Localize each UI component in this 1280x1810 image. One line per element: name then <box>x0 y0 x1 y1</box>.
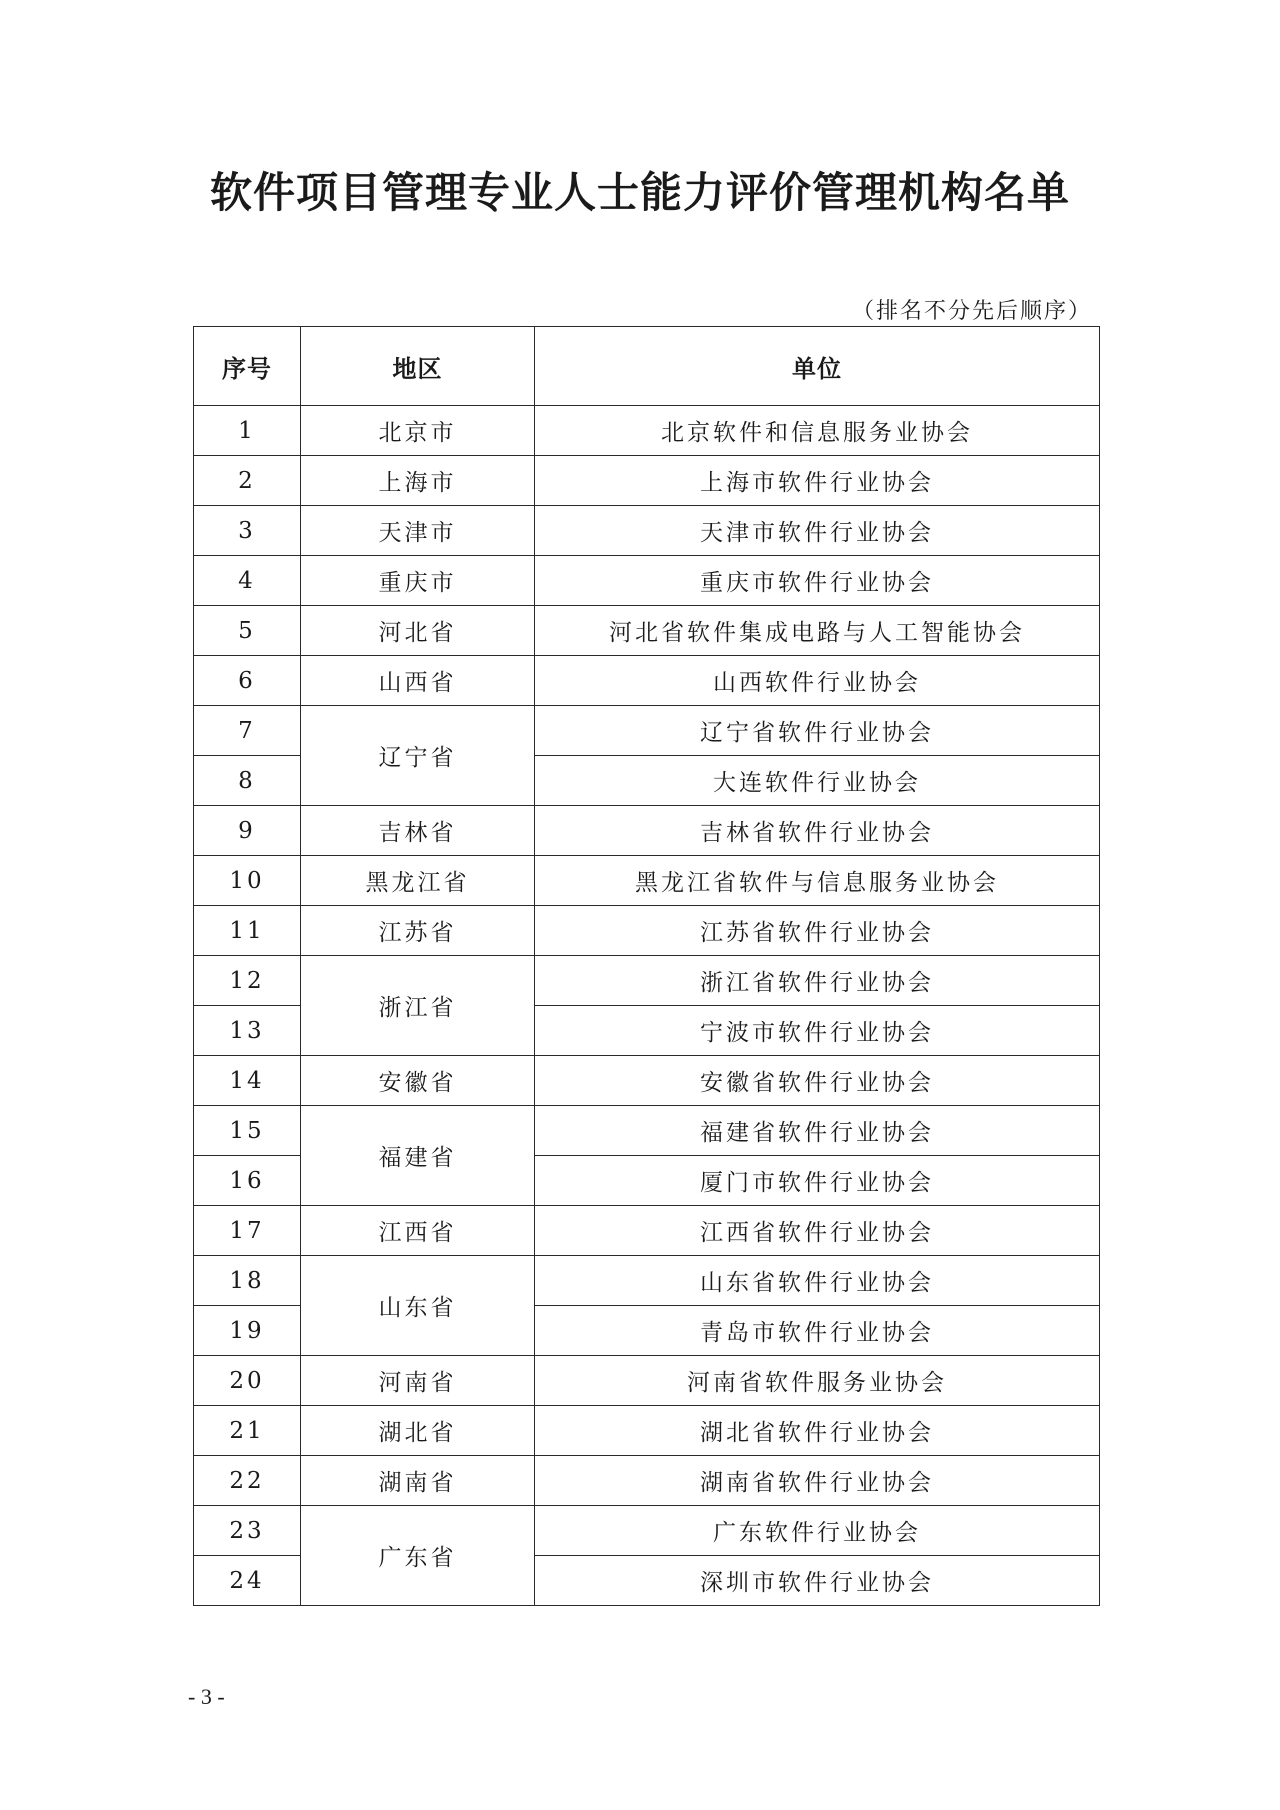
table-header-row <box>194 327 1100 406</box>
unit-cell: 宁波市软件行业协会 <box>535 1006 1100 1056</box>
serial-number-cell: 7 <box>194 706 301 756</box>
unit-cell: 江西省软件行业协会 <box>535 1206 1100 1256</box>
table-row <box>194 1206 1100 1256</box>
unit-cell: 青岛市软件行业协会 <box>535 1306 1100 1356</box>
unit-cell: 大连软件行业协会 <box>535 756 1100 806</box>
region-cell: 黑龙江省 <box>301 856 535 906</box>
region-cell: 广东省 <box>301 1506 535 1606</box>
table-row <box>194 956 1100 1006</box>
table-row <box>194 656 1100 706</box>
unit-cell: 上海市软件行业协会 <box>535 456 1100 506</box>
serial-number-cell: 5 <box>194 606 301 656</box>
table-row <box>194 1456 1100 1506</box>
unit-cell: 黑龙江省软件与信息服务业协会 <box>535 856 1100 906</box>
region-cell: 北京市 <box>301 406 535 456</box>
header-region: 地区 <box>301 327 535 406</box>
region-cell: 江苏省 <box>301 906 535 956</box>
serial-number-cell: 11 <box>194 906 301 956</box>
region-cell: 江西省 <box>301 1206 535 1256</box>
region-cell: 吉林省 <box>301 806 535 856</box>
region-cell: 河北省 <box>301 606 535 656</box>
serial-number-cell: 18 <box>194 1256 301 1306</box>
unit-cell: 河南省软件服务业协会 <box>535 1356 1100 1406</box>
region-cell: 湖南省 <box>301 1456 535 1506</box>
unit-cell: 福建省软件行业协会 <box>535 1106 1100 1156</box>
table-row <box>194 456 1100 506</box>
unit-cell: 山西软件行业协会 <box>535 656 1100 706</box>
serial-number-cell: 23 <box>194 1506 301 1556</box>
unit-cell: 吉林省软件行业协会 <box>535 806 1100 856</box>
unit-cell: 厦门市软件行业协会 <box>535 1156 1100 1206</box>
table-row <box>194 606 1100 656</box>
table-row <box>194 506 1100 556</box>
table-row <box>194 906 1100 956</box>
table-row <box>194 556 1100 606</box>
serial-number-cell: 14 <box>194 1056 301 1106</box>
serial-number-cell: 15 <box>194 1106 301 1156</box>
table-row <box>194 1056 1100 1106</box>
region-cell: 湖北省 <box>301 1406 535 1456</box>
header-serial-number: 序号 <box>194 327 301 406</box>
region-cell: 福建省 <box>301 1106 535 1206</box>
unit-cell: 山东省软件行业协会 <box>535 1256 1100 1306</box>
unit-cell: 深圳市软件行业协会 <box>535 1556 1100 1606</box>
page-title: 软件项目管理专业人士能力评价管理机构名单 <box>209 168 1070 217</box>
page-number: - 3 - <box>188 1684 225 1709</box>
table-row <box>194 806 1100 856</box>
unit-cell: 辽宁省软件行业协会 <box>535 706 1100 756</box>
region-cell: 天津市 <box>301 506 535 556</box>
unit-cell: 重庆市软件行业协会 <box>535 556 1100 606</box>
serial-number-cell: 22 <box>194 1456 301 1506</box>
serial-number-cell: 9 <box>194 806 301 856</box>
serial-number-cell: 24 <box>194 1556 301 1606</box>
unit-cell: 湖南省软件行业协会 <box>535 1456 1100 1506</box>
table-row <box>194 1256 1100 1306</box>
serial-number-cell: 17 <box>194 1206 301 1256</box>
serial-number-cell: 4 <box>194 556 301 606</box>
unit-cell: 广东软件行业协会 <box>535 1506 1100 1556</box>
serial-number-cell: 3 <box>194 506 301 556</box>
serial-number-cell: 8 <box>194 756 301 806</box>
table-row <box>194 1406 1100 1456</box>
table-row <box>194 1506 1100 1556</box>
header-unit: 单位 <box>535 327 1100 406</box>
ordering-note: （排名不分先后顺序） <box>851 299 1092 324</box>
region-cell: 辽宁省 <box>301 706 535 806</box>
table-body <box>194 406 1100 1606</box>
serial-number-cell: 6 <box>194 656 301 706</box>
unit-cell: 天津市软件行业协会 <box>535 506 1100 556</box>
unit-cell: 河北省软件集成电路与人工智能协会 <box>535 606 1100 656</box>
region-cell: 安徽省 <box>301 1056 535 1106</box>
serial-number-cell: 1 <box>194 406 301 456</box>
unit-cell: 安徽省软件行业协会 <box>535 1056 1100 1106</box>
region-cell: 河南省 <box>301 1356 535 1406</box>
serial-number-cell: 20 <box>194 1356 301 1406</box>
region-cell: 山东省 <box>301 1256 535 1356</box>
table-row <box>194 706 1100 756</box>
unit-cell: 湖北省软件行业协会 <box>535 1406 1100 1456</box>
serial-number-cell: 2 <box>194 456 301 506</box>
region-cell: 重庆市 <box>301 556 535 606</box>
serial-number-cell: 21 <box>194 1406 301 1456</box>
region-cell: 浙江省 <box>301 956 535 1056</box>
table-row <box>194 1106 1100 1156</box>
region-cell: 上海市 <box>301 456 535 506</box>
serial-number-cell: 13 <box>194 1006 301 1056</box>
serial-number-cell: 19 <box>194 1306 301 1356</box>
unit-cell: 江苏省软件行业协会 <box>535 906 1100 956</box>
unit-cell: 北京软件和信息服务业协会 <box>535 406 1100 456</box>
serial-number-cell: 10 <box>194 856 301 906</box>
region-cell: 山西省 <box>301 656 535 706</box>
organization-table <box>193 326 1100 1606</box>
unit-cell: 浙江省软件行业协会 <box>535 956 1100 1006</box>
table-row <box>194 856 1100 906</box>
table-row <box>194 406 1100 456</box>
serial-number-cell: 16 <box>194 1156 301 1206</box>
serial-number-cell: 12 <box>194 956 301 1006</box>
table-row <box>194 1356 1100 1406</box>
